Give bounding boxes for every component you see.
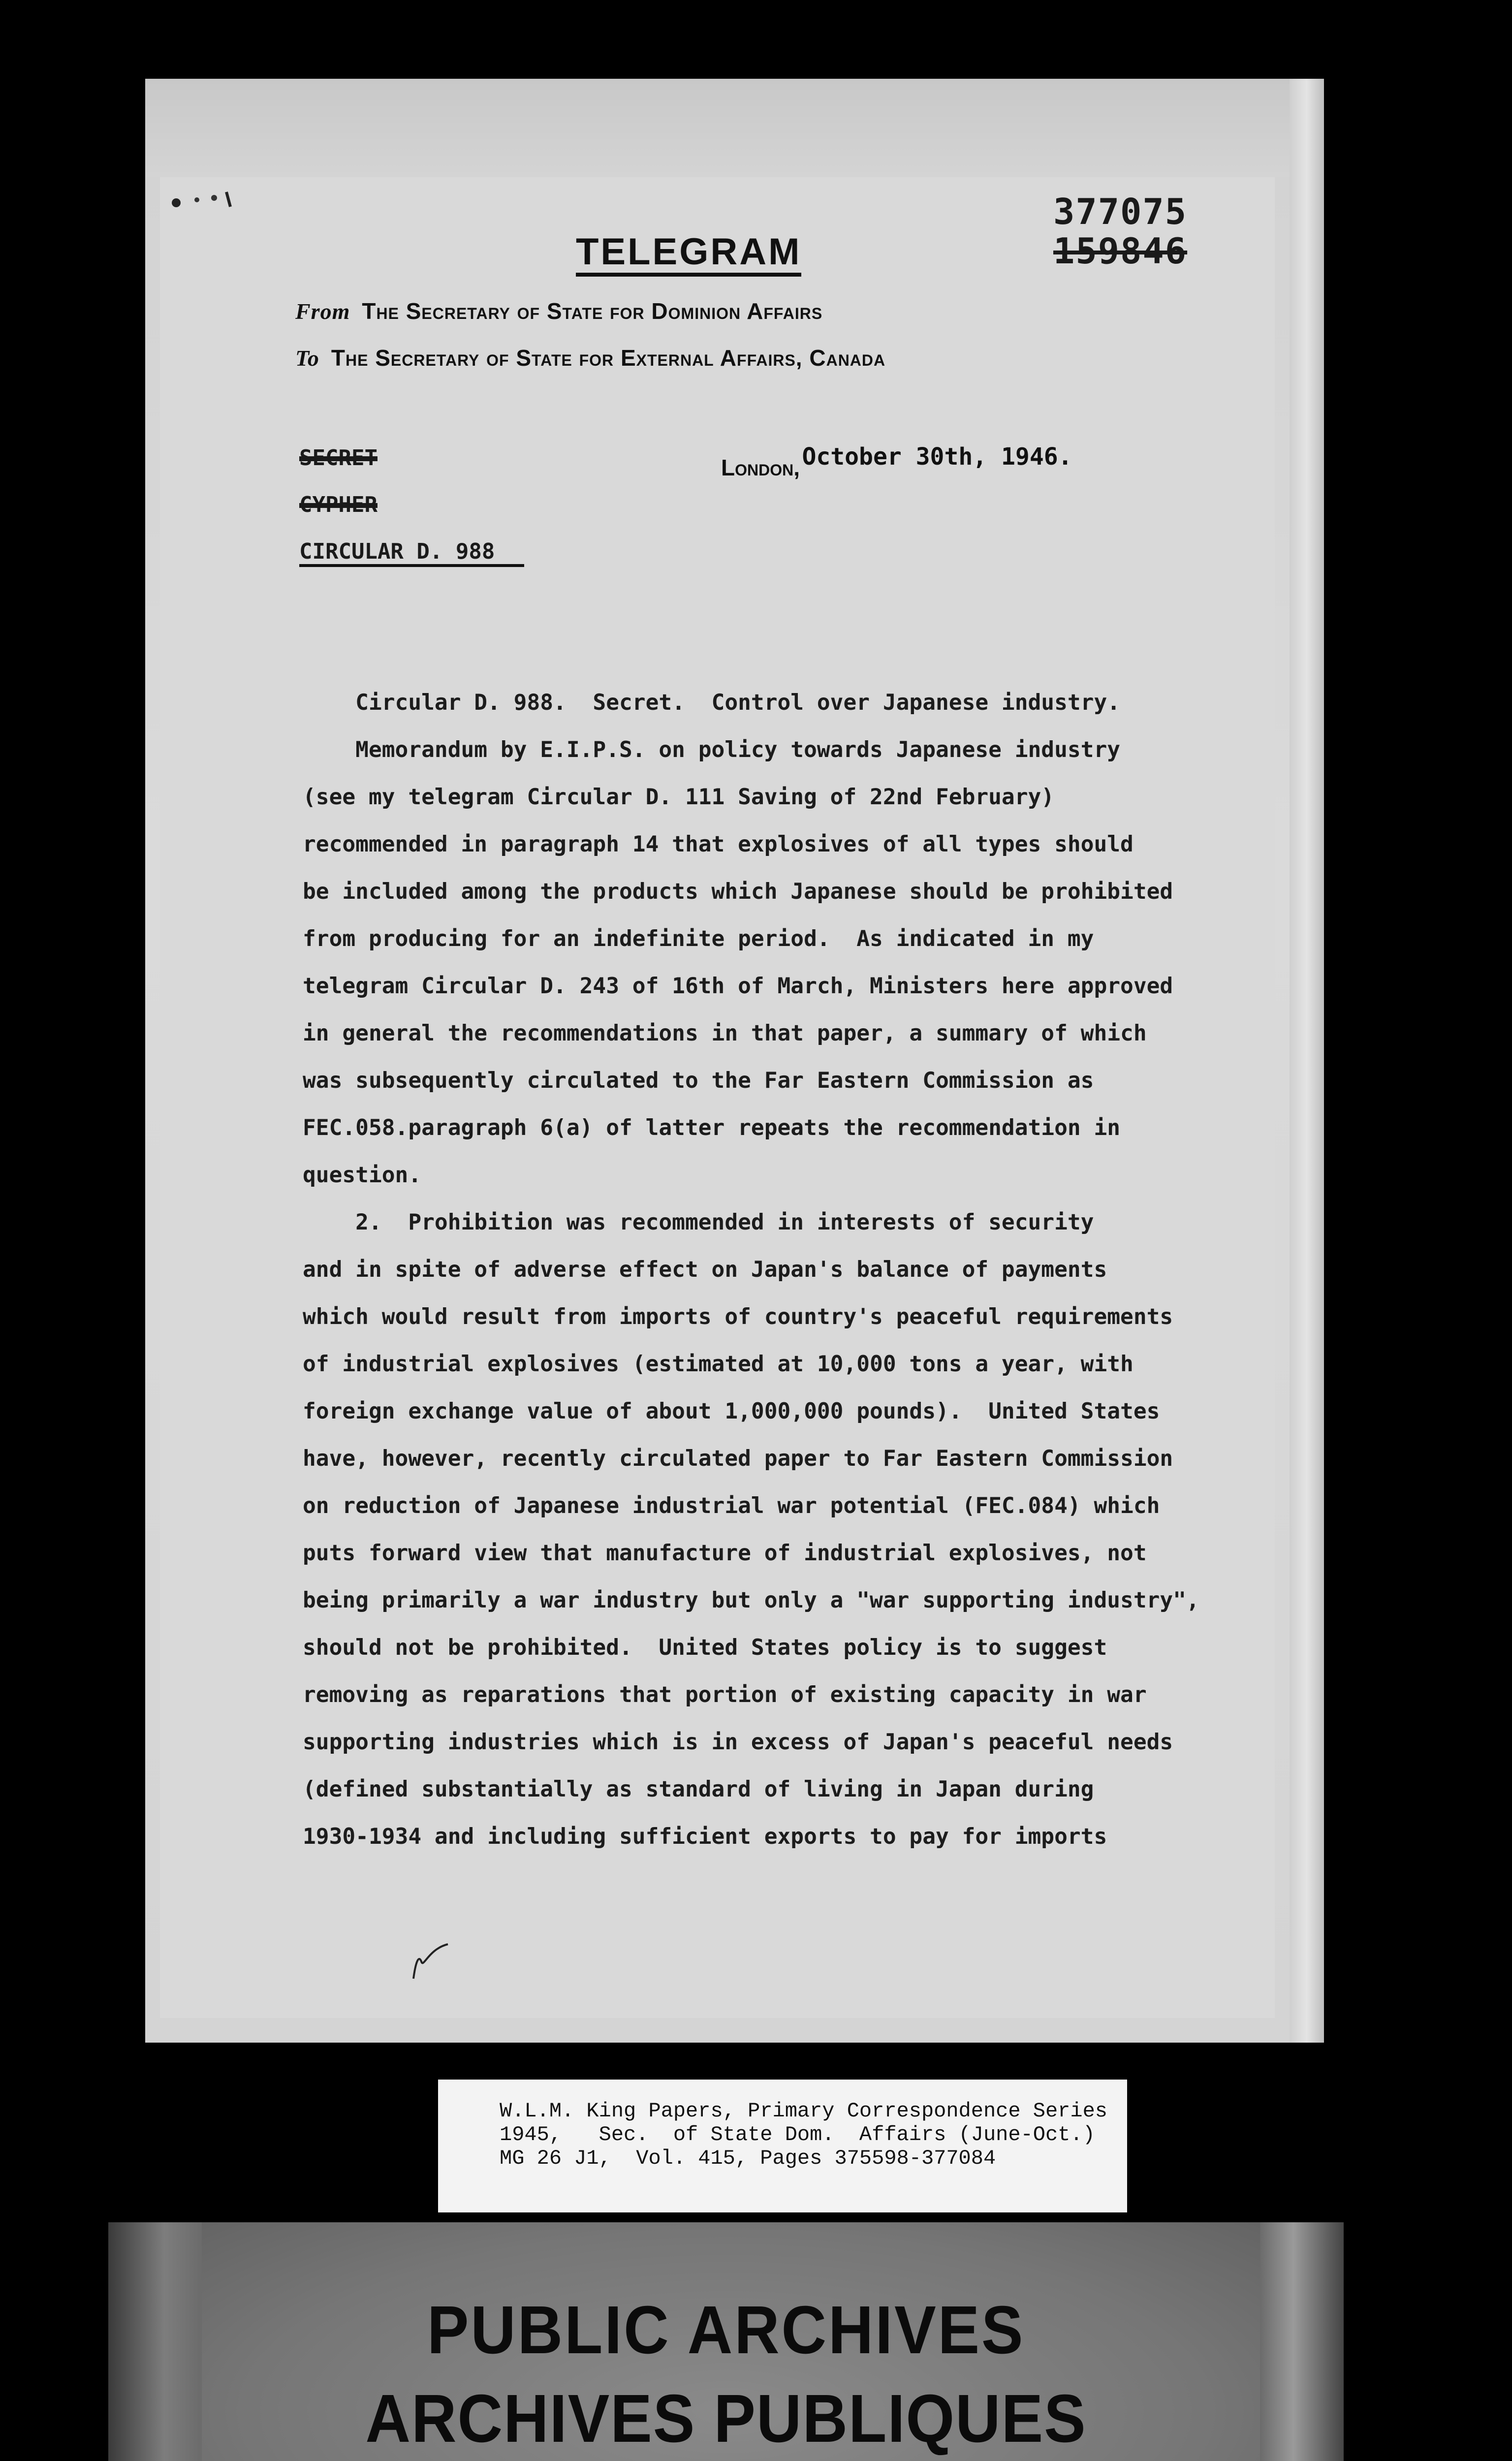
body-line: on reduction of Japanese industrial war potential (FEC.084) which	[303, 1493, 1160, 1518]
body-line: and in spite of adverse effect on Japan's balance of payments	[303, 1257, 1107, 1282]
to-value: The Secretary of State for External Affairs, Canada	[331, 345, 886, 371]
body-line: 2. Prohibition was recommended in interests of security	[303, 1210, 1094, 1235]
body-line: be included among the products which Japanese should be prohibited	[303, 879, 1173, 904]
stamp-line-french: ARCHIVES PUBLIQUES	[365, 2381, 1087, 2457]
body-line: should not be prohibited. United States policy is to suggest	[303, 1635, 1107, 1660]
body-line: 1930-1934 and including sufficient exports to pay for imports	[303, 1824, 1107, 1849]
body-line: FEC.058.paragraph 6(a) of latter repeats the recommendation in	[303, 1115, 1121, 1140]
from-value: The Secretary of State for Dominion Affairs	[362, 298, 823, 324]
classification-cypher: CYPHER	[299, 492, 378, 517]
from-label: From	[295, 299, 350, 324]
body-line: in general the recommendations in that paper, a summary of which	[303, 1021, 1147, 1046]
body-line: from producing for an indefinite period. As indicated in my	[303, 926, 1094, 951]
to-line	[295, 345, 885, 371]
body-line: removing as reparations that portion of existing capacity in war	[303, 1682, 1147, 1707]
body-line: Memorandum by E.I.P.S. on policy towards Japanese industry	[303, 737, 1121, 762]
from-line	[295, 298, 822, 324]
reference-line-3: MG 26 J1, Vol. 415, Pages 375598-377084	[500, 2146, 996, 2170]
body-line: of industrial explosives (estimated at 10,000 tons a year, with	[303, 1352, 1134, 1377]
to-label: To	[295, 346, 319, 371]
body-line: puts forward view that manufacture of industrial explosives, not	[303, 1541, 1147, 1566]
body-line: foreign exchange value of about 1,000,000 pounds). United States	[303, 1399, 1160, 1424]
body-line: which would result from imports of country's peaceful requirements	[303, 1304, 1173, 1329]
body-line: recommended in paragraph 14 that explosives of all types should	[303, 832, 1134, 857]
document-number-current: 377075	[1053, 191, 1188, 232]
place: London,	[721, 455, 800, 480]
classification-circular: CIRCULAR D. 988	[299, 539, 524, 567]
public-archives-stamp	[108, 2222, 1344, 2461]
body-line: question.	[303, 1163, 422, 1188]
stamp-line-english: PUBLIC ARCHIVES	[427, 2292, 1025, 2368]
reference-line-1: W.L.M. King Papers, Primary Correspondence Series	[500, 2099, 1108, 2123]
body-line: supporting industries which is in excess of Japan's peaceful needs	[303, 1730, 1173, 1755]
document-number	[1053, 192, 1187, 271]
reference-line-2: 1945, Sec. of State Dom. Affairs (June-Oct.)	[500, 2123, 1095, 2146]
archive-reference-label	[438, 2080, 1127, 2212]
body-line: (defined substantially as standard of living in Japan during	[303, 1777, 1094, 1802]
sheet-top-band	[145, 79, 1324, 177]
date: October 30th, 1946.	[802, 443, 1072, 471]
body-line: Circular D. 988. Secret. Control over Japanese industry.	[303, 690, 1121, 715]
document-number-struck: 159846	[1053, 230, 1188, 272]
classification-secret: SECRET	[299, 445, 378, 471]
place-date	[721, 443, 1072, 481]
telegram-body	[303, 679, 1297, 1861]
body-line: (see my telegram Circular D. 111 Saving of 22nd February)	[303, 785, 1055, 810]
body-line: have, however, recently circulated paper to Far Eastern Commission	[303, 1446, 1173, 1471]
body-line: was subsequently circulated to the Far Eastern Commission as	[303, 1068, 1094, 1093]
body-line: being primarily a war industry but only a "war supporting industry",	[303, 1588, 1199, 1613]
document-title: TELEGRAM	[576, 231, 801, 277]
body-line: telegram Circular D. 243 of 16th of March, Ministers here approved	[303, 974, 1173, 999]
ink-spots-icon	[167, 187, 241, 217]
pen-mark-icon	[409, 1934, 453, 1984]
